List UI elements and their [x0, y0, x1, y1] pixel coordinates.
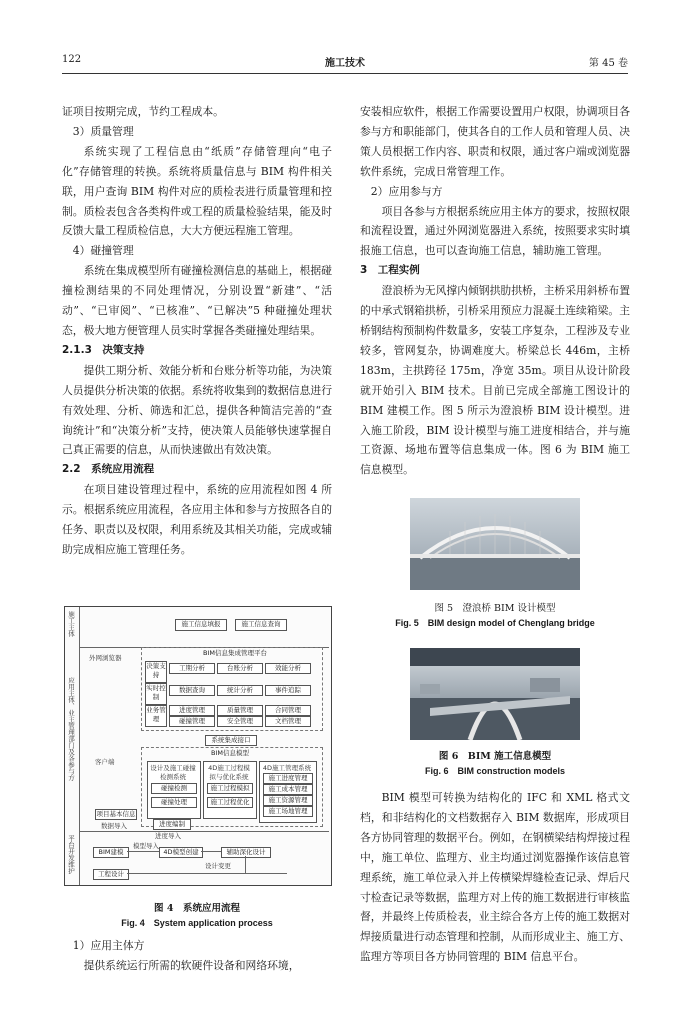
figure-5-caption-en: Fig. 5 BIM design model of Chenglang bridge — [395, 618, 595, 628]
module-9: 合同管理 — [265, 705, 311, 716]
figure-6-caption-cn: 图 6 BIM 施工信息模型 — [438, 751, 552, 762]
module-1: 工期分析 — [169, 663, 215, 674]
business-group: 业务管理 — [145, 705, 167, 727]
sim-process: 施工过程模拟 — [207, 783, 253, 794]
info-query-box: 施工信息查询 — [235, 619, 287, 631]
page-number: 122 — [62, 54, 82, 65]
paragraph: 系统实现了工程信息由“纸质”存储管理向“电子化”存储管理的转换。系统将质量信息与 BIM 构件相关联，用户查询 BIM 构件对应的质检表进行质量管理和控制。质检表包含各类构件或工程的质量检验结果，能及时反馈大量工程质检信息，大大方便远程施工管理。 — [62, 144, 332, 238]
schedule-import-label: 进度导入 — [155, 832, 181, 840]
paragraph: 澄浪桥为无风撑内倾钢拱肋拱桥，主桥采用斜桥布置的中承式钢箱拱桥，引桥采用预应力混凝土连续箱梁。主桥钢结构预制构件数量多，安装工序复杂，工程涉及专业较多，管网复杂，协调难度大。桥梁总长 446m，主桥 183m，主拱跨径 175m，净宽 35m。项目从设计阶段就开始引入 BIM 技术。目前已完成全部施工图设计的 BIM 建模工作。图 5 所示为澄浪桥 BIM 设计模型。进入施工阶段，BIM 设计模型与施工进度相结合，并与施工资源、场地布置等信息集成一体。图 6 为 BIM 施工信息模型。 — [360, 284, 630, 477]
right-column-bottom — [360, 788, 630, 967]
section-heading: 2.1.3 决策支持 — [62, 343, 145, 356]
right-column-top — [360, 102, 630, 480]
realtime-group: 实时控制 — [145, 683, 167, 705]
module-11: 安全管理 — [217, 716, 263, 727]
paragraph: 1）应用主体方 — [72, 939, 145, 952]
client-label: 客户端 — [95, 758, 115, 766]
deep-design-box: 辅助深化设计 — [221, 847, 271, 858]
paragraph: 安装相应软件，根据工作需要设置用户权限，协调项目各参与方和职能部门，使其各自的工作人员和管理人员、决策人员根据工作内容、职责和权限，通过客户端或浏览器软件系统，完成日常管理工作。 — [360, 105, 630, 178]
module-12: 文档管理 — [265, 716, 311, 727]
mgmt-resource: 施工资源管理 — [263, 795, 313, 806]
mgmt-site: 施工场地管理 — [263, 806, 313, 817]
model-link-label: 模型导入 — [133, 842, 159, 850]
model-4d-box: 4D模型创建 — [159, 847, 203, 858]
left-column — [62, 102, 332, 560]
lane-top-label: 施工主体 — [67, 611, 75, 637]
figure-5-image — [410, 498, 580, 590]
figure-4-caption-cn: 图 4 系统应用流程 — [154, 903, 240, 914]
volume-label: 第 45 卷 — [588, 58, 628, 69]
journal-title: 施工技术 — [325, 58, 365, 69]
interface-box: 系统集成接口 — [205, 735, 257, 746]
paragraph: 2）应用参与方 — [370, 184, 443, 198]
construction-render — [410, 648, 580, 740]
bim-build-box: BIM建模 — [93, 847, 129, 858]
sim-system-title: 4D施工过程模拟与优化系统 — [208, 764, 250, 781]
data-import-label: 数据导入 — [101, 822, 127, 830]
paragraph: 4）碰撞管理 — [72, 244, 134, 258]
module-3: 效能分析 — [265, 663, 311, 674]
lane-bottom-label: 平台开发维护 — [67, 835, 75, 874]
paragraph: 在项目建设管理过程中，系统的应用流程如图 4 所示。根据系统应用流程，各应用主体和参与方按照各自的任务、职责以及权限，利用系统及其相关功能，完成或辅助完成相应施工管理任务。 — [62, 483, 332, 556]
page-header — [62, 52, 628, 70]
paragraph: 3）质量管理 — [72, 124, 134, 138]
module-2: 台账分析 — [217, 663, 263, 674]
figure-4-caption-en: Fig. 4 System application process — [121, 918, 273, 928]
decision-group: 决策支持 — [145, 661, 167, 683]
mgmt-cost: 施工成本管理 — [263, 784, 313, 795]
module-4: 数据查询 — [169, 685, 215, 696]
platform-title: BIM信息集成管理平台 — [203, 649, 267, 657]
figure-4-diagram — [64, 606, 332, 886]
info-fill-box: 施工信息填报 — [175, 619, 227, 631]
lane-mid-label: 应用主体、业主管理部门及各参与方 — [67, 677, 75, 781]
design-system-title: 设计及施工碰撞检测系统 — [150, 764, 196, 781]
section-heading: 2.2 系统应用流程 — [62, 463, 155, 476]
model-title: BIM信息模型 — [211, 749, 249, 757]
module-10: 碰撞管理 — [169, 716, 215, 727]
paragraph: 项目各参与方根据系统应用主体方的要求，按照权限和流程设置，通过外网浏览器进入系统，按照要求实时填报施工信息，也可以查询施工信息，辅助施工管理。 — [360, 204, 630, 258]
design-change-label: 设计变更 — [205, 862, 231, 870]
mgmt-progress: 施工进度管理 — [263, 773, 313, 784]
section-heading: 3 工程实例 — [360, 264, 420, 277]
paragraph: 证项目按期完成，节约工程成本。 — [62, 105, 224, 118]
figure-6-image — [410, 648, 580, 740]
module-8: 质量管理 — [217, 705, 263, 716]
collision-process: 碰撞处理 — [151, 797, 197, 808]
module-5: 统计分析 — [217, 685, 263, 696]
project-basic-info: 项目基本信息 — [96, 810, 136, 818]
browser-label: 外网浏览器 — [89, 654, 122, 662]
module-7: 进度管理 — [169, 705, 215, 716]
mgmt-system-title: 4D施工管理系统 — [262, 764, 312, 772]
header-rule — [62, 73, 628, 74]
engineering-design-box: 工程设计 — [93, 869, 129, 880]
left-column-bottom — [62, 936, 332, 976]
figure-5-caption-cn: 图 5 澄浪桥 BIM 设计模型 — [434, 603, 556, 614]
paragraph: BIM 模型可转换为结构化的 IFC 和 XML 格式文档，和非结构化的文档数据存入 BIM 数据库，形成项目各方协同管理的数据平台。例如，在钢横梁结构焊接过程中，施工单位、监理方、业主均通过浏览器操作该信息管理系统，施工单位录入并上传横梁焊缝检查记录、焊后尺寸检查记录等数据，监理方对上传的施工数据进行审核监督，并最终上传质检表，业主综合各方上传的施工数据对焊接质量进行动态管理和控制，从而形成业主、施工方、监理方等项目各方协同管理的 BIM 信息平台。 — [360, 791, 630, 964]
bridge-render — [410, 498, 580, 590]
paragraph: 系统在集成模型所有碰撞检测信息的基础上，根据碰撞检测结果的不同处理情况，分别设置“新建”、“活动”、“已审阅”、“已核准”、“已解决”5 种碰撞处理状态，极大地方便管理人员实时掌握各类碰撞处理结果。 — [62, 264, 332, 337]
sim-optimize: 施工过程优化 — [207, 797, 253, 808]
figure-6-caption-en: Fig. 6 BIM construction models — [424, 766, 565, 776]
collision-detect: 碰撞检测 — [151, 783, 197, 794]
paragraph: 提供系统运行所需的软硬件设备和网络环境， — [83, 958, 300, 972]
paragraph: 提供工期分析、效能分析和台账分析等功能，为决策人员提供分析决策的依据。系统将收集到的数据信息进行有效处理、分析、筛选和汇总，提供各种简洁完善的“查询统计”和“决策分析”支持，使决策人员能够快速掌握自己真正需要的信息，从而快速做出有效决策。 — [62, 363, 332, 457]
schedule-box: 进度编制 — [153, 819, 191, 830]
module-6: 事件追踪 — [265, 685, 311, 696]
